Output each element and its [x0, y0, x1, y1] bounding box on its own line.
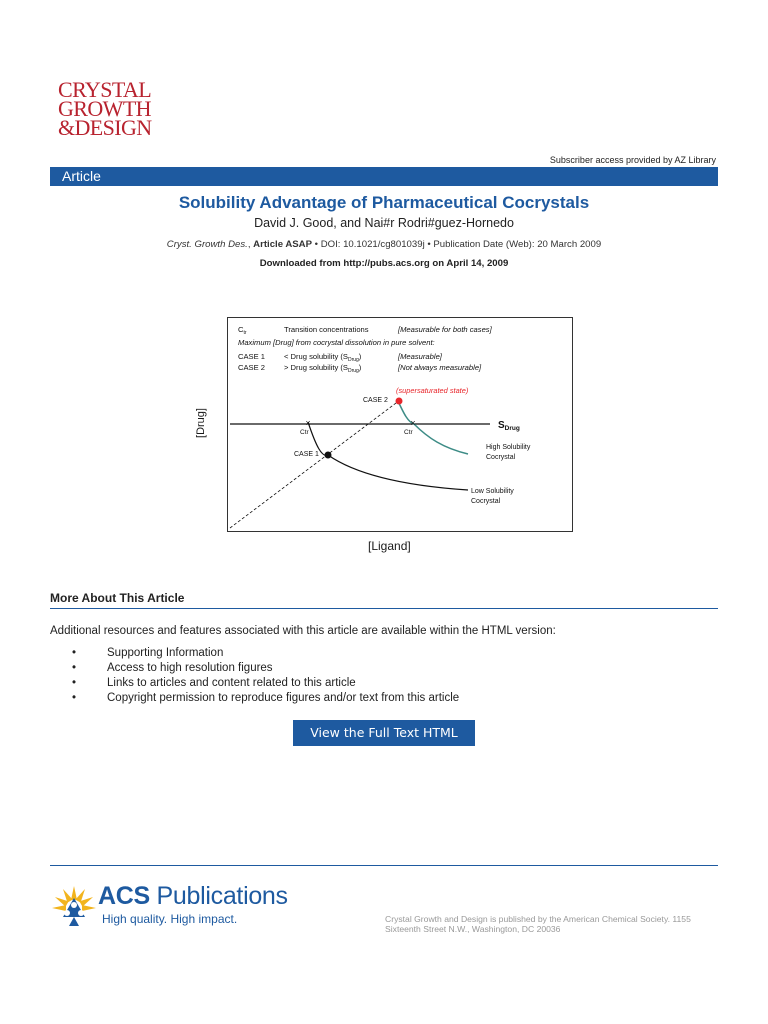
legend-ctr-text: Transition concentrations	[284, 325, 369, 334]
journal-logo-line-2: GROWTH	[58, 96, 151, 121]
journal-logo	[58, 77, 178, 140]
figure-graphic	[228, 318, 572, 531]
case2-label: CASE 2	[363, 397, 388, 404]
footer-divider	[50, 865, 718, 866]
article-title: Solubility Advantage of Pharmaceutical Cocrystals	[178, 193, 590, 212]
publisher-note: Crystal Growth and Design is published by the American Chemical Society. 1155 Sixteenth Street N.W., Washington, DC 20036	[385, 914, 691, 934]
dashed-diagonal	[230, 400, 400, 528]
section-label: Article	[62, 168, 101, 184]
high-solubility-label-line-1: High Solubility	[486, 444, 531, 451]
article-authors: David J. Good, and Nai#r Rodri#guez-Hornedo	[254, 216, 514, 230]
section-bar	[50, 167, 718, 186]
case1-point	[325, 452, 332, 459]
view-full-text-button[interactable]: View the Full Text HTML	[293, 720, 475, 746]
sdrug-label: $S_{Drug}$	[498, 420, 520, 432]
download-note: Downloaded from http://pubs.acs.org on April 14, 2009	[259, 258, 509, 269]
legend-case2-key: CASE 2	[238, 363, 266, 372]
bullet: •	[72, 647, 77, 659]
acs-tagline: High quality. High impact.	[102, 912, 238, 926]
subscriber-note: Subscriber access provided by AZ Library	[549, 155, 716, 165]
resources-intro: Additional resources and features associated with this article are available within the HTML version:	[50, 625, 556, 637]
journal-logo-line-1: CRYSTAL	[58, 77, 152, 102]
legend-case1-note: [Measurable]	[398, 352, 442, 361]
y-axis-label: [Drug]	[194, 408, 207, 438]
resources-list	[72, 647, 459, 707]
list-item: • Links to articles and content related to this article	[72, 677, 356, 689]
citation-sep: ,	[247, 239, 254, 250]
legend-case1-text: < Drug solubility $(S_{Drug})$	[284, 352, 362, 363]
citation-line	[50, 239, 718, 250]
citation-details: • DOI: 10.1021/cg801039j • Publication Date (Web): 20 March 2009	[312, 239, 602, 250]
ctr-right-label: Ctr	[404, 429, 413, 436]
supersaturated-label: (supersaturated state)	[396, 386, 469, 395]
solubility-figure	[227, 317, 573, 532]
low-solubility-label-line-1: Low Solubility	[471, 488, 514, 495]
legend-case2-note: [Not always measurable]	[398, 363, 482, 372]
list-item: • Supporting Information	[72, 647, 224, 659]
low-solubility-curve	[308, 422, 468, 490]
citation-status: Article ASAP	[253, 239, 312, 250]
high-solubility-label-line-2: Cocrystal	[486, 454, 516, 461]
high-solubility-curve	[398, 401, 468, 454]
list-item: • Copyright permission to reproduce figures and/or text from this article	[72, 692, 460, 704]
ctr-left-label: Ctr	[300, 429, 309, 436]
more-about-heading: More About This Article	[50, 591, 185, 605]
x-axis-label: [Ligand]	[368, 539, 411, 553]
case1-label: CASE 1	[294, 451, 319, 458]
ctr-right-marker: ×	[410, 418, 416, 428]
legend-case1-key: CASE 1	[238, 352, 266, 361]
legend-ctr-key: $C_{tr}$	[238, 325, 247, 336]
legend-ctr-note: [Measurable for both cases]	[398, 325, 492, 334]
ctr-left-marker: ×	[305, 418, 311, 428]
low-solubility-label-line-2: Cocrystal	[471, 498, 501, 505]
list-item: • Access to high resolution figures	[72, 662, 273, 674]
citation-journal: Cryst. Growth Des.	[166, 239, 248, 250]
legend-case2-text: > Drug solubility $(S_{Drug})$	[284, 363, 362, 374]
acs-publications-wordmark: ACS Publications	[98, 882, 288, 910]
bullet: •	[72, 662, 77, 674]
legend-max-text: Maximum [Drug] from cocrystal dissolution in pure solvent:	[238, 338, 435, 347]
divider	[50, 608, 718, 609]
case2-point	[396, 398, 403, 405]
journal-logo-line-3: &DESIGN	[58, 115, 152, 140]
bullet: •	[72, 692, 77, 704]
bullet: •	[72, 677, 77, 689]
